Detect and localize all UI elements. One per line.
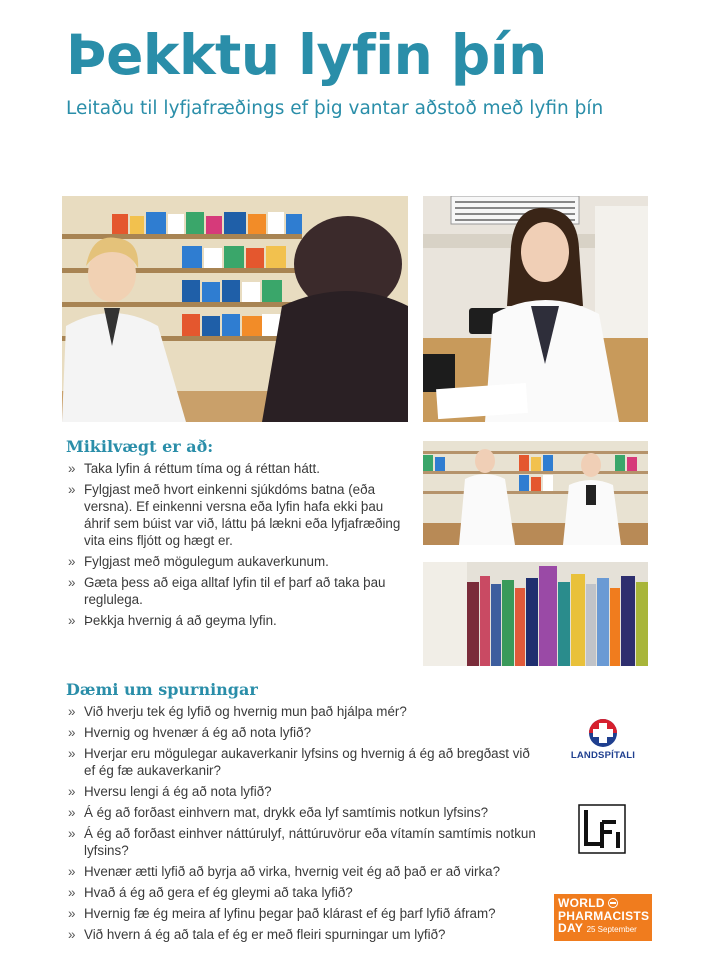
photo-pharmacy-counter (62, 196, 408, 422)
list-item: » Við hverju tek ég lyfið og hvernig mun það hjálpa mér? (66, 703, 536, 720)
list-item: » Þekkja hvernig á að geyma lyfin. (66, 612, 411, 629)
landspitali-logo (566, 718, 640, 768)
lfi-logo (578, 804, 626, 854)
list-item: » Hverjar eru mögulegar aukaverkanir lyfsins og hvernig á ég að bregðast við ef ég fæ aukaverkanir? (66, 745, 536, 779)
list-item: » Hvernig og hvenær á ég að nota lyfið? (66, 724, 536, 741)
list-item: » Við hvern á ég að tala ef ég er með fleiri spurningar um lyfið? (66, 926, 536, 943)
important-list (66, 460, 411, 633)
photo-pharmacist-desk (423, 196, 648, 422)
questions-heading: Dæmi um spurningar (66, 680, 258, 699)
list-item: » Hvað á ég að gera ef ég gleymi að taka lyfið? (66, 884, 536, 901)
landspitali-name: LANDSPÍTALI (570, 750, 636, 761)
photo-pharmacy-books (423, 562, 648, 666)
list-item: » Gæta þess að eiga alltaf lyfin til ef þarf að taka þau reglulega. (66, 574, 411, 608)
wpd-emblem-icon (608, 898, 618, 908)
world-pharmacists-day-logo: WORLD PHARMACISTS DAY 25 September (554, 894, 652, 941)
list-item: » Hvernig fæ ég meira af lyfinu þegar það klárast ef ég þarf lyfið áfram? (66, 905, 536, 922)
landspitali-cross-icon (586, 718, 620, 748)
list-item: » Hvenær ætti lyfið að byrja að virka, hvernig veit ég að það er að virka? (66, 863, 536, 880)
list-item: » Hversu lengi á ég að nota lyfið? (66, 783, 536, 800)
questions-list (66, 703, 536, 947)
list-item: » Fylgjast með hvort einkenni sjúkdóms batna (eða versna). Ef einkenni versna eða lyfin hafa ekki þau áhrif sem búist var við, láttu þá lækni eða lyfjafræðing vita eins fljótt og hægt er. (66, 481, 411, 549)
important-heading: Mikilvægt er að: (66, 437, 214, 456)
photo-two-pharmacists (423, 441, 648, 545)
list-item: » Taka lyfin á réttum tíma og á réttan hátt. (66, 460, 411, 477)
list-item: » Á ég að forðast einhver náttúrulyf, náttúruvörur eða vítamín samtímis notkun lyfsins? (66, 825, 536, 859)
list-item: » Fylgjast með mögulegum aukaverkunum. (66, 553, 411, 570)
page-subtitle: Leitaðu til lyfjafræðings ef þig vantar aðstoð með lyfin þín (66, 98, 604, 119)
list-item: » Á ég að forðast einhvern mat, drykk eða lyf samtímis notkun lyfsins? (66, 804, 536, 821)
page-title: Þekktu lyfin þín (66, 23, 547, 87)
